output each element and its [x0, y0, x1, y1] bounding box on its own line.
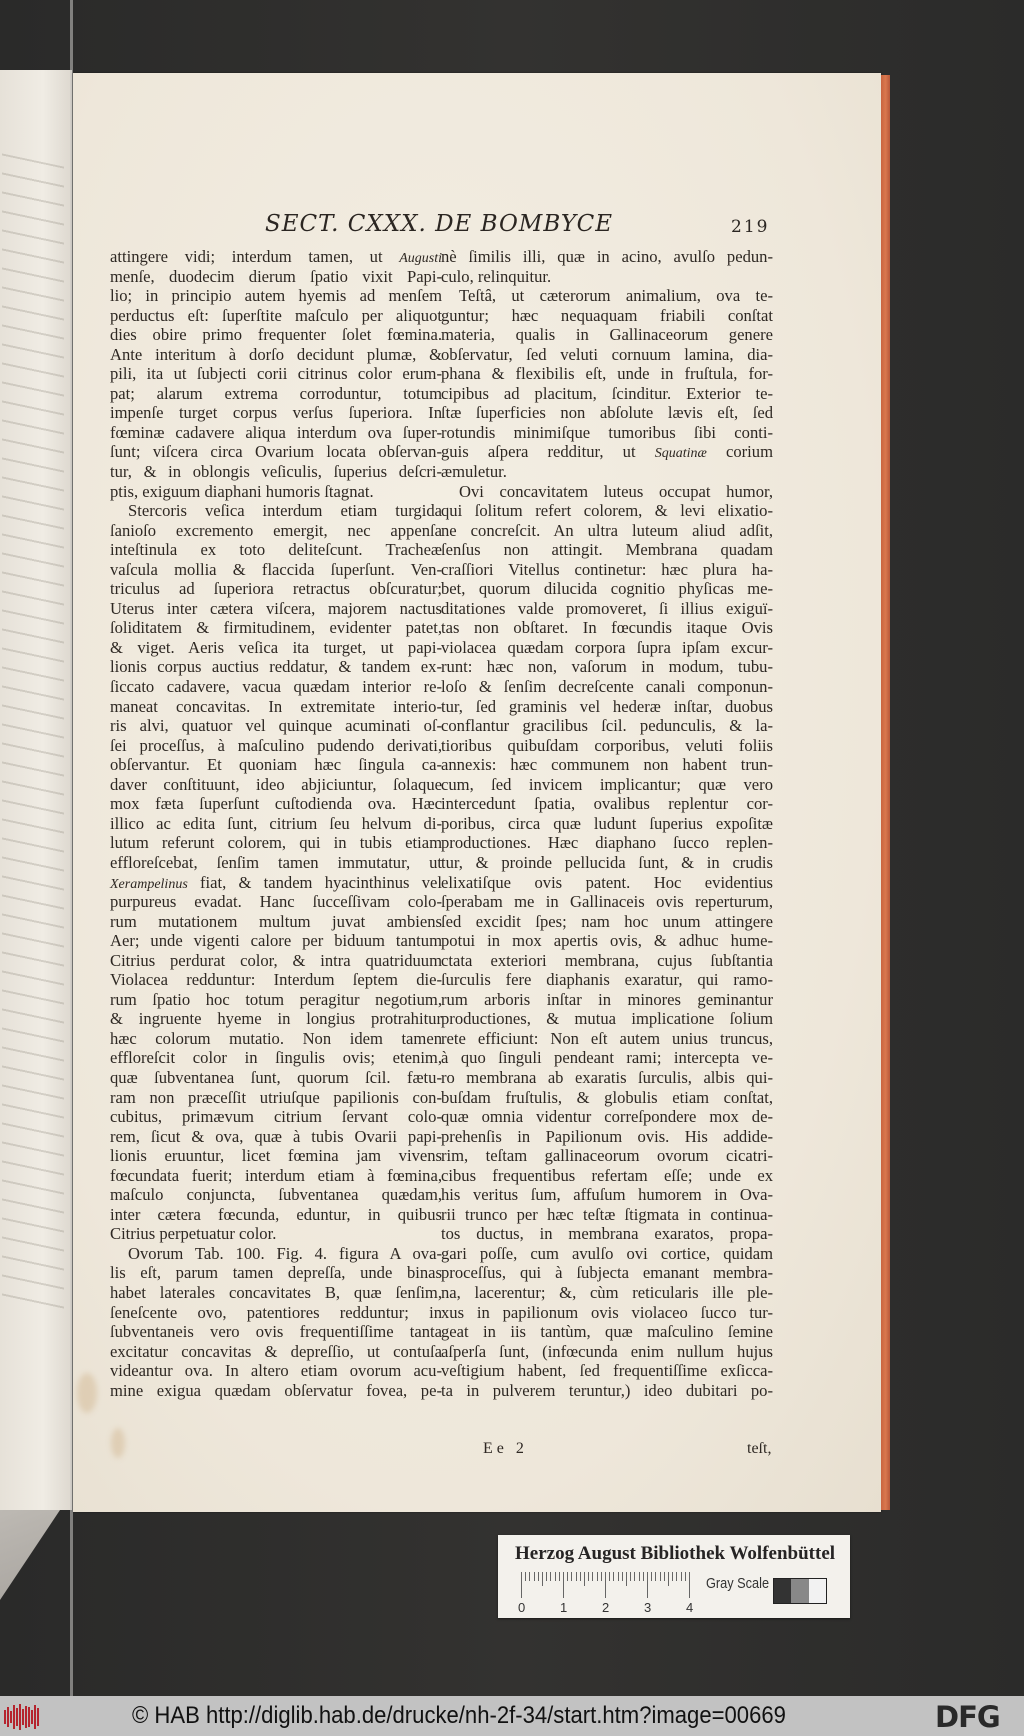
text-line: aſperſa ſunt, (infœcunda enim nullum hujus [441, 1341, 773, 1361]
ruler-tick [643, 1572, 644, 1581]
text-line: nè ſimilis illi, quæ in acino, avulſo pedun- [441, 247, 773, 266]
text-line: excitatur concavitas & depreſſio, ut contuſa [110, 1341, 442, 1361]
text-line: hæc colorum mutatio. Non idem tamen [110, 1028, 442, 1048]
text-line: conflantur gracilibus ſcil. pedunculis, & la- [441, 716, 773, 736]
ruler-tick [597, 1572, 598, 1581]
ruler-tick [571, 1572, 572, 1581]
ruler-tick [647, 1572, 648, 1598]
text-line: tas non obſtaret. In fœcundis itaque Ovis [441, 618, 773, 638]
text-line: lis eſt, parum tamen depreſſa, unde binas [110, 1263, 442, 1283]
text-column-right [441, 247, 773, 1400]
text-line: xus in papilionum ovis violaceo ſucco tur- [441, 1302, 773, 1322]
text-line: bet, quorum dilucida cognitio phyſicas me- [441, 579, 773, 599]
text-line: lionis corpus auctius reddatur, & tandem ex- [110, 657, 442, 677]
text-line: rete efficiunt: Non eſt autem unius truncus, [441, 1028, 773, 1048]
text-line: materia, qualis in Gallinaceorum genere [441, 325, 773, 345]
facing-page-ghost-text [2, 153, 64, 1316]
text-line: phana & flexibilis eſt, unde in fruſtula, for- [441, 364, 773, 384]
gray-scale-swatch [773, 1578, 827, 1604]
text-line: dies obire primo frequenter ſolet fœmina. [110, 325, 442, 345]
ruler-tick [655, 1572, 656, 1581]
text-line: ſeneſcente ovo, patentiores redduntur; in [110, 1302, 442, 1322]
text-line: ſperabam me in Gallinaceis ovis reperturum, [441, 892, 773, 912]
ruler-tick [626, 1572, 627, 1586]
text-line: vaſcula mollia & flaccida ſuperſunt. Ven- [110, 559, 442, 579]
text-line: loſo & ſenſim decreſcente canali componun- [441, 677, 773, 697]
ruler-tick [559, 1572, 560, 1581]
text-line: ſoliditatem & firmitudinem, evidenter patet, [110, 618, 442, 638]
ruler-tick [668, 1572, 669, 1586]
page-number: 219 [731, 217, 770, 237]
italic-term: Xerampelinus [110, 876, 188, 892]
ruler-tick [605, 1572, 606, 1598]
page-header [73, 211, 881, 241]
signature-mark: Ee 2 [483, 1440, 528, 1457]
text-line: Stercoris veſica interdum etiam turgida [128, 501, 442, 521]
running-head: SECT. CXXX. DE BOMBYCE [265, 211, 614, 237]
text-line: ſanioſo excremento emergit, nec appenſa [110, 520, 442, 540]
text-line: guis aſpera redditur, ut Squatinæ corium [441, 442, 773, 462]
ruler-tick [580, 1572, 581, 1581]
text-line: cubitus, primævum citrium ſervant colo- [110, 1107, 442, 1127]
text-line: inteſtinula ex toto deliteſcunt. Tracheæ [110, 540, 442, 560]
text-line: cipibus ad placitum, ſcinditur. Exterior te- [441, 383, 773, 403]
text-line: ſubventaneis vero ovis frequentiſſime tanta [110, 1322, 442, 1342]
text-line: ſed excidit ſpes; nam hoc unum attingere [441, 911, 773, 931]
ruler-tick [639, 1572, 640, 1581]
text-line: ro membrana ab exaratis ſurculis, albis qui- [441, 1067, 773, 1087]
text-line: cibus frequentibus refertam eſſe; unde ex [441, 1165, 773, 1185]
text-line: quæ omnia videntur correſpondere mox de- [441, 1107, 773, 1127]
text-line: runt: hæc non, vaſorum in modum, tubu- [441, 657, 773, 677]
text-column-left [110, 247, 442, 1400]
text-line: perductus eſt: ſuperſtite maſculo per aliquot [110, 305, 442, 325]
text-line: impenſe turget corpus verſus ſuperiora. In [110, 403, 442, 423]
text-line: ta in pulverem teruntur,) ideo dubitari po- [441, 1380, 773, 1400]
text-line: ſenſus non attingit. Membrana quadam [441, 540, 773, 560]
copyright-link[interactable]: © HAB http://diglib.hab.de/drucke/nh-2f-34/start.htm?image=00669 [132, 1702, 786, 1729]
ruler-tick [592, 1572, 593, 1581]
text-line: videantur ova. In altero etiam ovorum acu- [110, 1361, 442, 1381]
text-line: pili, ita ut ſubjecti corii citrinus color erum- [110, 364, 442, 384]
text-line: tos ductus, in membrana exaratos, propa- [441, 1224, 773, 1244]
text-line: productiones, & mutua implicatione ſolium [441, 1009, 773, 1029]
text-line: veſtigium habent, ſed frequentiſſime exſicca- [441, 1361, 773, 1381]
text-line: his veritus ſum, affuſum humorem in Ova- [441, 1185, 773, 1205]
text-line: ſunt; viſcera circa Ovarium locata obſervan- [110, 442, 442, 462]
catchword: teſt, [747, 1440, 772, 1457]
ruler-tick [676, 1572, 677, 1581]
text-line: ram non præceſſit utriuſque papilionis con- [110, 1087, 442, 1107]
text-line: ditationes valde promoveret, ſi illius exiguï- [441, 598, 773, 618]
text-line: menſe, duodecim dierum ſpatio vixit Papi- [110, 266, 442, 286]
text-line: poribus, circa quæ ludunt ſuperius expoſitæ [441, 813, 773, 833]
ruler-labels [515, 1600, 705, 1614]
text-line: inter cætera fœcunda, eduntur, in quibus [110, 1204, 442, 1224]
gray-scale-label: Gray Scale [706, 1575, 770, 1592]
ruler-tick [550, 1572, 551, 1581]
text-line: violacea quædam corpora ſupra ipſam excur- [441, 637, 773, 657]
text-line: qui ſolitum refert colorem, & levi elixatio- [441, 501, 773, 521]
text-line: & viget. Aeris veſica ita turget, ut papi- [110, 637, 442, 657]
text-line: annexis: hæc communem non habent trun- [441, 755, 773, 775]
text-line: illico ac edita ſunt, citrium ſeu helvum di- [110, 813, 442, 833]
text-line: maneat concavitas. In extremitate interio- [110, 696, 442, 716]
text-line: ſei proceſſus, à maſculino pudendo derivati, [110, 735, 442, 755]
text-line: triculus ad ſuperiora retractus obſcuratur; [110, 579, 442, 599]
ruler-label: 0 [518, 1600, 526, 1615]
text-line: Citrius perpetuatur color. [110, 1224, 277, 1244]
text-line: ſiccato cadavere, vacua quædam interior re- [110, 677, 442, 697]
text-line: attingere vidi; interdum tamen, ut Augusti [110, 247, 442, 266]
page-footer [73, 1440, 881, 1462]
text-line: culo, relinquitur. [441, 266, 552, 286]
ruler-label: 2 [602, 1600, 610, 1615]
ruler-tick [534, 1572, 535, 1581]
ruler-tick [613, 1572, 614, 1581]
italic-term: Augusti [399, 251, 442, 266]
text-line: tioribus quibuſdam corporibus, veluti foliis [441, 735, 773, 755]
text-line: rum mutationem multum juvat ambiens [110, 911, 442, 931]
text-line: fœcundata fuerit; interdum etiam à fœmina, [110, 1165, 442, 1185]
ruler-tick [681, 1572, 682, 1581]
text-line: ſurculis fere diaphanis exaratur, qui ramo- [441, 970, 773, 990]
text-line: geat in iis tantùm, quæ maſculino ſemine [441, 1322, 773, 1342]
text-line: rim, teſtam gallinaceorum ovorum cicatri- [441, 1146, 773, 1166]
ruler-tick [672, 1572, 673, 1581]
text-line: potui in mox apertis ovis, & adhuc hume- [441, 931, 773, 951]
ruler-tick [651, 1572, 652, 1581]
hab-logo-icon [4, 1704, 44, 1730]
text-line: habet laterales concavitates B, quæ ſenſim, [110, 1282, 442, 1302]
ruler-tick [689, 1572, 690, 1598]
text-line: mine exigua quædam obſervatur fovea, pe- [110, 1380, 442, 1400]
ruler-tick [576, 1572, 577, 1581]
text-line: pat; alarum extrema corroduntur, totum [110, 383, 442, 403]
facing-page-shadow [0, 1510, 60, 1600]
text-line: fœminæ cadavere aliqua interdum ova ſuper- [110, 422, 442, 442]
text-line: maſculo conjuncta, ſubventanea quædam, [110, 1185, 442, 1205]
text-line: Uterus inter cætera viſcera, majorem nactus [110, 598, 442, 618]
text-line: rem, ſicut & ova, quæ à tubis Ovarii papi- [110, 1126, 442, 1146]
text-line: rotundis minimiſque tumoribus ſibi conti- [441, 422, 773, 442]
paper-stain [77, 1373, 97, 1413]
ruler-tick [634, 1572, 635, 1581]
text-line: rum arboris inſtar in minores geminantur [441, 989, 773, 1009]
text-line: proceſſus, qui à ſubjecta emanant membra- [441, 1263, 773, 1283]
ruler-tick [685, 1572, 686, 1581]
text-line: ne concreſcit. An ultra luteum aliud adſit, [441, 520, 773, 540]
text-line: intercedunt ſpatia, ovalibus replentur cor- [441, 794, 773, 814]
text-line: lio; in principio autem hyemis ad menſem [110, 286, 442, 306]
text-line: rii trunco per hæc teſtæ ſtigmata in continua- [441, 1204, 773, 1224]
text-line: Citrius perdurat color, & intra quatriduum [110, 950, 442, 970]
text-line: ſtæ ſuperficies non abſolute lævis eſt, ſed [441, 403, 773, 423]
text-line: effloreſcebat, ſenſim tamen immutatur, ut [110, 852, 442, 872]
text-line: ptis, exiguum diaphani humoris ſtagnat. [110, 481, 374, 501]
ruler-tick [588, 1572, 589, 1581]
text-line: tur, & in oblongis veſiculis, ſuperius deſcri- [110, 462, 442, 482]
ruler-tick [630, 1572, 631, 1581]
text-line: quæ ſubventanea ſunt, quorum ſcil. fætu- [110, 1067, 442, 1087]
text-line: lutum referunt colorem, qui in tubis etiam [110, 833, 442, 853]
text-line: na, lacerentur; &, cùm reticularis ille ple- [441, 1282, 773, 1302]
text-line: Ante interitum à dorſo decidunt plumæ, & [110, 344, 442, 364]
book-page [73, 73, 881, 1512]
text-line: Aer; unde vigenti calore per biduum tantum [110, 931, 442, 951]
text-line: obſervantur. Et quoniam hæc ſingula ca- [110, 755, 442, 775]
italic-term: Squatinæ [654, 446, 707, 462]
ruler-tick [618, 1572, 619, 1581]
text-line: Xerampelinus fiat, & tandem hyacinthinus vel [110, 872, 442, 892]
text-line: purpureus evadat. Hanc ſucceſſivam colo- [110, 892, 442, 912]
gray-patch [791, 1579, 808, 1603]
text-line: tur, & proinde pellucida ſunt, & in crudis [441, 852, 773, 872]
footer-bar [0, 1696, 1024, 1736]
text-line: obſervatur, ſed veluti cornuum lamina, dia- [441, 344, 773, 364]
ruler-tick [601, 1572, 602, 1581]
ruler-label: 3 [644, 1600, 652, 1615]
text-line: effloreſcit color in ſingulis ovis; etenim, [110, 1048, 442, 1068]
ruler-tick [555, 1572, 556, 1581]
text-line: Ovi concavitatem luteus occupat humor, [459, 481, 773, 501]
dfg-logo: DFG [935, 1700, 1000, 1734]
text-line: gari poſſe, cum avulſo ovi cortice, quidam [441, 1243, 773, 1263]
text-line: tur, ſed graminis vel hederæ inſtar, duobus [441, 696, 773, 716]
text-line: craſſiori Vitellus continetur: hæc plura ha- [441, 559, 773, 579]
library-color-card [498, 1535, 850, 1618]
ruler-tick [609, 1572, 610, 1581]
text-line: mox fæta ſuperſunt cuſtodienda ova. Hæc [110, 794, 442, 814]
ruler-tick [529, 1572, 530, 1581]
text-line: & ingruente hyeme in longius protrahitur [110, 1009, 442, 1029]
text-line: daver conſtituunt, ideo abjiciuntur, ſolaque [110, 774, 442, 794]
ruler-tick [542, 1572, 543, 1586]
scale-ruler [521, 1572, 693, 1600]
ruler-label: 4 [686, 1600, 694, 1615]
ruler-label: 1 [560, 1600, 568, 1615]
ruler-tick [660, 1572, 661, 1581]
facing-page [0, 0, 75, 1696]
ruler-tick [567, 1572, 568, 1581]
red-page-edge [881, 75, 890, 1510]
ruler-tick [546, 1572, 547, 1581]
ruler-tick [538, 1572, 539, 1581]
text-line: à quo ſinguli pendeant rami; intercepta ve- [441, 1048, 773, 1068]
ruler-tick [664, 1572, 665, 1581]
text-line: ctata exteriori membrana, cujus ſubſtantia [441, 950, 773, 970]
ruler-tick [622, 1572, 623, 1581]
text-line: Violacea redduntur: Interdum ſeptem die- [110, 970, 442, 990]
ruler-tick [563, 1572, 564, 1598]
text-line: lionis eruuntur, licet fœmina jam vivens [110, 1146, 442, 1166]
gray-patch [774, 1579, 791, 1603]
text-line: ris alvi, quatuor vel quinque acuminati oſ- [110, 716, 442, 736]
ruler-tick [525, 1572, 526, 1581]
text-line: guntur; hæc nequaquam friabili conſtat [441, 305, 773, 325]
library-name: Herzog August Bibliothek Wolfenbüttel [515, 1543, 836, 1564]
text-line: prehenſis in Papilionum ovis. His addide- [441, 1126, 773, 1146]
text-line: Teſtâ, ut cæterorum animalium, ova te- [459, 286, 773, 306]
text-line: elixatiſque ovis patent. Hoc evidentius [441, 872, 773, 892]
text-line: cum, ſed invicem implicantur; quæ vero [441, 774, 773, 794]
text-line: productiones. Hæc diaphano ſucco replen- [441, 833, 773, 853]
text-line: Ovorum Tab. 100. Fig. 4. figura A ova- [128, 1243, 442, 1263]
text-line: buſdam fruſtulis, & globulis etiam conſtat, [441, 1087, 773, 1107]
text-line: æmuletur. [441, 462, 507, 482]
gray-patch [809, 1579, 826, 1603]
ruler-tick [584, 1572, 585, 1586]
text-line: rum ſpatio hoc totum peragitur negotium, [110, 989, 442, 1009]
ruler-tick [521, 1572, 522, 1598]
